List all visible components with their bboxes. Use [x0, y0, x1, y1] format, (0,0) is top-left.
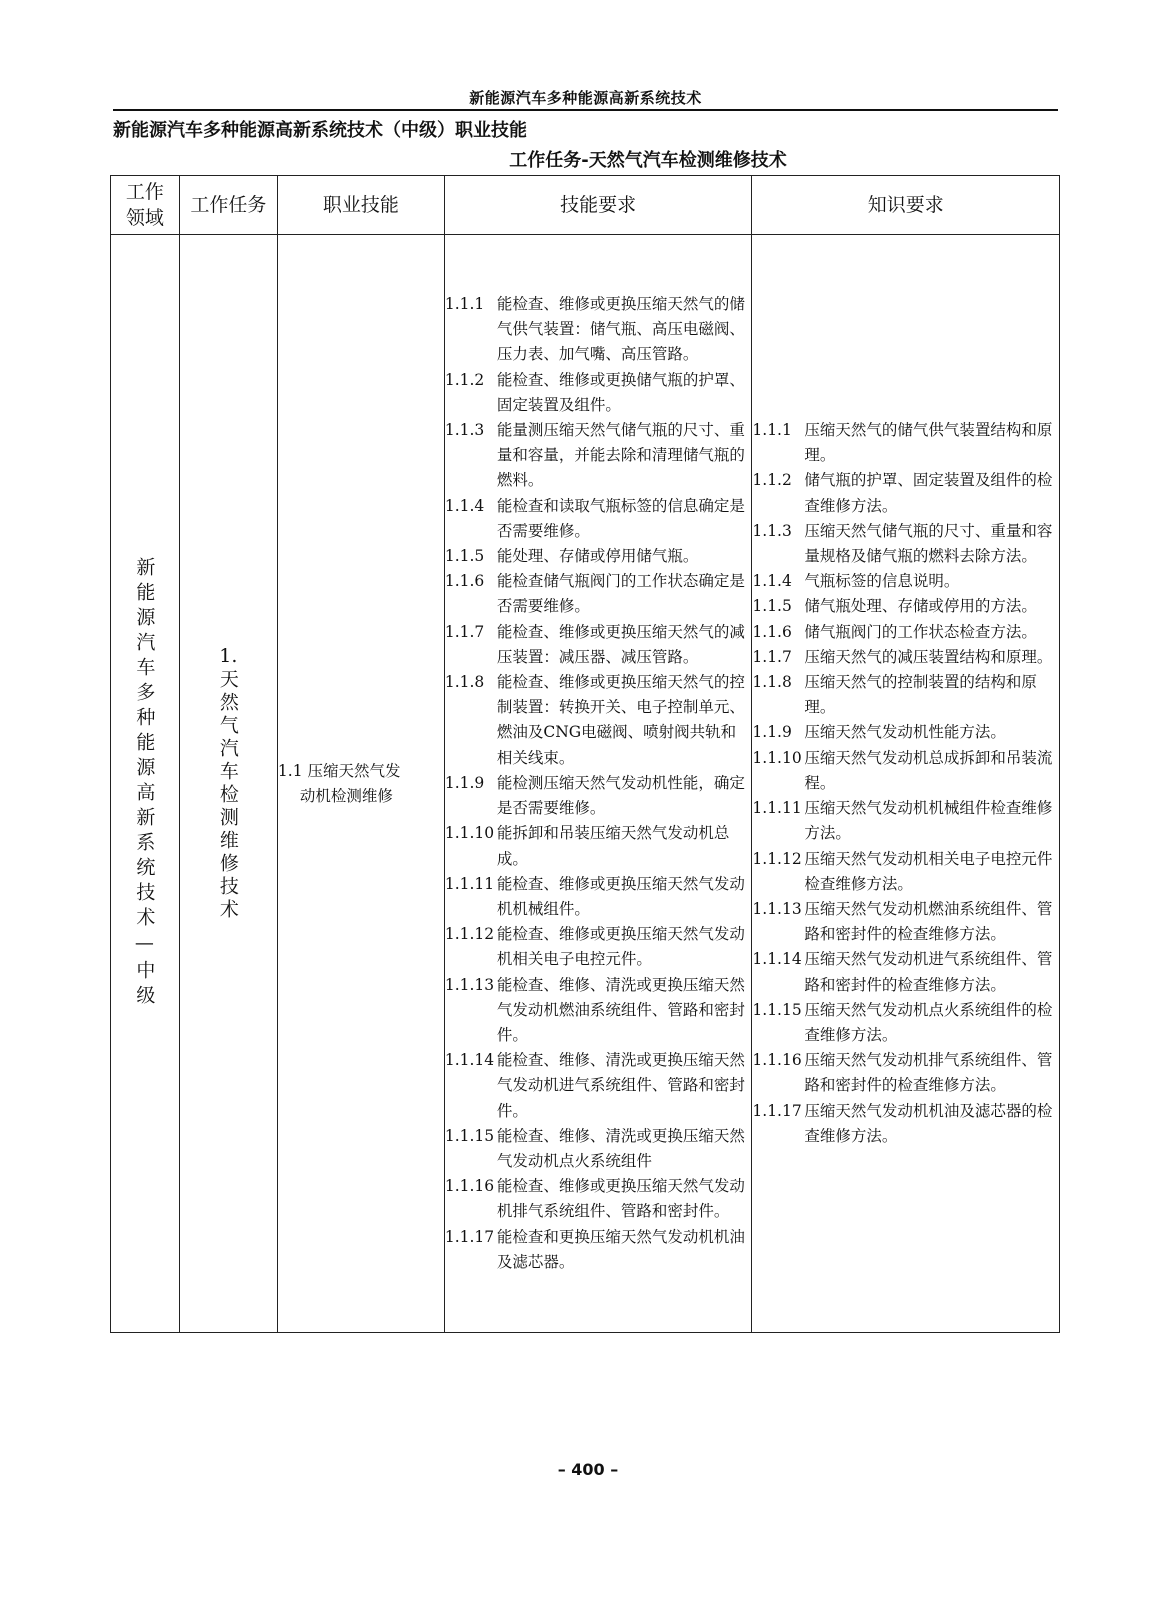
skill-text-line1: 压缩天然气发: [307, 761, 401, 780]
skill-requirement-item: [445, 1124, 752, 1174]
skill-requirement-item-number: 1.1.13: [444, 975, 495, 994]
knowledge-requirement-item-text: 储气瓶处理、存储或停用的方法。: [804, 597, 1037, 616]
skill-requirement-item-text: 能检查、维修、清洗或更换压缩天然气发动机燃油系统组件、管路和密封件。: [496, 975, 745, 1044]
skill-requirement-item-number: 1.1.16: [444, 1177, 495, 1196]
skill-requirement-item-number: 1.1.11: [444, 874, 495, 893]
running-header: 新能源汽车多种能源高新系统技术: [469, 89, 702, 107]
knowledge-requirement-item-text: 压缩天然气发动机燃油系统组件、管路和密封件的检查维修方法。: [804, 899, 1053, 944]
knowledge-requirement-item: [752, 720, 1059, 745]
knowledge-requirement-item-text: 压缩天然气的储气供气装置结构和原理。: [804, 421, 1053, 465]
knowledge-requirements-list: [752, 418, 1059, 1149]
document-title: 新能源汽车多种能源高新系统技术（中级）职业技能: [113, 120, 527, 141]
knowledge-requirement-item-number: 1.1.10: [752, 748, 802, 767]
task-number: 1.: [219, 645, 238, 667]
skill-requirement-item: [445, 1225, 752, 1275]
table-header-row: [111, 176, 1060, 235]
knowledge-requirement-item-number: 1.1.3: [752, 521, 792, 540]
knowledge-requirement-item-number: 1.1.15: [752, 1000, 802, 1019]
knowledge-requirement-item: [752, 519, 1059, 569]
knowledge-requirement-item: [752, 847, 1059, 897]
skill-requirement-item-number: 1.1.8: [444, 673, 485, 692]
header-knowledge-requirements: 知识要求: [752, 176, 1060, 235]
knowledge-requirement-item-number: 1.1.9: [752, 723, 792, 742]
knowledge-requirement-item-text: 储气瓶阀门的工作状态检查方法。: [804, 622, 1037, 641]
knowledge-requirement-item-number: 1.1.6: [752, 622, 792, 641]
knowledge-requirement-item-text: 压缩天然气的减压装置结构和原理。: [804, 647, 1053, 666]
task-text: 天然气汽车检测维修技术: [216, 669, 239, 922]
skill-requirement-item: [445, 670, 752, 771]
knowledge-requirement-item-text: 储气瓶的护罩、固定装置及组件的检查维修方法。: [804, 471, 1053, 515]
skill-requirement-item-text: 能量测压缩天然气储气瓶的尺寸、重量和容量，并能去除和清理储气瓶的燃料。: [496, 421, 745, 490]
knowledge-requirement-item: [752, 645, 1059, 670]
knowledge-requirement-item-text: 压缩天然气发动机总成拆卸和吊装流程。: [804, 748, 1053, 792]
knowledge-requirement-item: [752, 620, 1059, 645]
skill-requirement-item: [445, 620, 752, 670]
skill-requirement-item: [445, 544, 752, 569]
skill-requirement-item-text: 能检查、维修或更换压缩天然气的减压装置：减压器、减压管路。: [496, 622, 745, 666]
knowledge-requirement-item-text: 压缩天然气发动机排气系统组件、管路和密封件的检查维修方法。: [804, 1051, 1053, 1095]
domain-cell: [111, 235, 180, 1333]
knowledge-requirement-item-number: 1.1.12: [752, 849, 802, 868]
skill-requirement-item-number: 1.1.3: [444, 421, 485, 440]
skill-requirement-item-text: 能检查、维修或更换压缩天然气发动机排气系统组件、管路和密封件。: [496, 1177, 745, 1221]
knowledge-requirement-item: [752, 947, 1059, 997]
table-row: [111, 235, 1060, 1333]
skill-requirement-item-number: 1.1.10: [444, 824, 495, 843]
task-title: 工作任务-天然气汽车检测维修技术: [509, 150, 787, 171]
knowledge-requirement-item: [752, 998, 1059, 1048]
skill-requirement-item: [445, 418, 752, 494]
knowledge-requirement-item-number: 1.1.5: [752, 597, 792, 616]
skill-text-line2: 动机检测维修: [299, 786, 393, 805]
domain-text: 新能源汽车多种能源高新系统技术—中级: [133, 557, 156, 1010]
skill-requirement-item: [445, 569, 752, 619]
skill-requirement-item-number: 1.1.4: [444, 496, 485, 515]
skill-requirements-list: [445, 292, 752, 1275]
knowledge-requirement-item-text: 压缩天然气发动机性能方法。: [804, 723, 1006, 742]
skill-requirement-item-number: 1.1.14: [444, 1051, 495, 1070]
skill-requirement-item-number: 1.1.2: [444, 370, 485, 389]
knowledge-requirement-item-text: 压缩天然气储气瓶的尺寸、重量和容量规格及储气瓶的燃料去除方法。: [804, 521, 1053, 566]
skill-requirement-item-number: 1.1.9: [444, 773, 485, 792]
knowledge-requirement-item-text: 压缩天然气发动机机械组件检查维修方法。: [804, 799, 1053, 843]
skill-requirement-item-text: 能检查、维修或更换压缩天然气发动机机械组件。: [496, 874, 745, 918]
knowledge-requirement-item: [752, 1048, 1059, 1098]
skill-requirement-item-number: 1.1.7: [444, 622, 485, 641]
skill-requirement-item-text: 能检查、维修、清洗或更换压缩天然气发动机进气系统组件、管路和密封件。: [496, 1051, 745, 1120]
knowledge-requirement-item-text: 压缩天然气发动机机油及滤芯器的检查维修方法。: [804, 1101, 1053, 1145]
knowledge-requirement-item: [752, 670, 1059, 720]
page-number: – 400 –: [557, 1460, 619, 1479]
knowledge-requirement-item-number: 1.1.8: [752, 673, 792, 692]
skill-requirement-item: [445, 1174, 752, 1224]
skill-requirement-item: [445, 922, 752, 972]
knowledge-requirement-item-number: 1.1.13: [752, 899, 802, 918]
skills-table: [110, 175, 1060, 1333]
knowledge-requirement-item-text: 压缩天然气发动机相关电子电控元件检查维修方法。: [804, 849, 1053, 893]
skill-cell: [277, 235, 444, 1333]
knowledge-requirement-item-number: 1.1.1: [752, 421, 792, 440]
knowledge-requirement-item: [752, 569, 1059, 594]
skill-requirement-item-text: 能检查和更换压缩天然气发动机机油及滤芯器。: [496, 1227, 745, 1271]
skill-requirement-item: [445, 872, 752, 922]
knowledge-requirement-item: [752, 468, 1059, 518]
knowledge-requirement-item-number: 1.1.7: [752, 647, 792, 666]
skill-requirement-item-number: 1.1.6: [444, 572, 485, 591]
skill-requirement-item-text: 能检查和读取气瓶标签的信息确定是否需要维修。: [496, 496, 745, 540]
knowledge-requirements-cell: [752, 235, 1060, 1333]
skill-requirement-item: [445, 1048, 752, 1124]
header-skill-requirements: 技能要求: [444, 176, 752, 235]
skill-requirement-item-text: 能检查、维修或更换压缩天然气的控制装置：转换开关、电子控制单元、燃油及CNG电磁阀、喷射阀共轨和相关线束。: [496, 673, 745, 767]
skill-requirement-item-text: 能检查储气瓶阀门的工作状态确定是否需要维修。: [496, 572, 745, 616]
knowledge-requirement-item: [752, 796, 1059, 846]
header-rule: [113, 109, 1058, 111]
skill-requirement-item-text: 能检查、维修或更换压缩天然气的储气供气装置：储气瓶、高压电磁阀、压力表、加气嘴、高压管路。: [496, 295, 745, 364]
knowledge-requirement-item-text: 气瓶标签的信息说明。: [804, 572, 960, 591]
skill-requirement-item-text: 能检测压缩天然气发动机性能，确定是否需要维修。: [496, 773, 745, 818]
skill-number: 1.1: [277, 761, 303, 780]
header-skill: 职业技能: [277, 176, 444, 235]
skill-requirement-item: [445, 292, 752, 368]
skill-requirement-item-number: 1.1.1: [444, 295, 485, 314]
knowledge-requirement-item: [752, 746, 1059, 796]
skill-requirement-item: [445, 368, 752, 418]
skill-requirement-item: [445, 494, 752, 544]
knowledge-requirement-item-text: 压缩天然气的控制装置的结构和原理。: [804, 673, 1037, 717]
skill-requirement-item-text: 能检查、维修或更换压缩天然气发动机相关电子电控元件。: [496, 925, 745, 969]
skill-requirement-item-number: 1.1.15: [444, 1126, 495, 1145]
skill-requirement-item: [445, 973, 752, 1049]
skill-requirement-item-number: 1.1.12: [444, 925, 495, 944]
skill-requirement-item: [445, 771, 752, 821]
knowledge-requirement-item-number: 1.1.11: [752, 799, 802, 818]
skill-requirement-item-text: 能检查、维修或更换储气瓶的护罩、固定装置及组件。: [496, 370, 745, 414]
knowledge-requirement-item-number: 1.1.14: [752, 950, 802, 969]
skill-requirement-item-text: 能检查、维修、清洗或更换压缩天然气发动机点火系统组件: [496, 1126, 745, 1170]
skill-requirement-item: [445, 821, 752, 871]
skill-requirement-item-text: 能拆卸和吊装压缩天然气发动机总成。: [496, 824, 730, 868]
knowledge-requirement-item: [752, 1099, 1059, 1149]
knowledge-requirement-item: [752, 897, 1059, 947]
header-task: 工作任务: [179, 176, 277, 235]
knowledge-requirement-item-number: 1.1.2: [752, 471, 792, 490]
knowledge-requirement-item: [752, 594, 1059, 619]
knowledge-requirement-item-number: 1.1.16: [752, 1051, 802, 1070]
skill-requirements-cell: [444, 235, 752, 1333]
task-cell: [179, 235, 277, 1333]
knowledge-requirement-item: [752, 418, 1059, 468]
skill-requirement-item-text: 能处理、存储或停用储气瓶。: [496, 547, 699, 566]
skill-requirement-item-number: 1.1.17: [444, 1227, 495, 1246]
knowledge-requirement-item-number: 1.1.17: [752, 1101, 802, 1120]
skill-requirement-item-number: 1.1.5: [444, 547, 485, 566]
knowledge-requirement-item-number: 1.1.4: [752, 572, 792, 591]
knowledge-requirement-item-text: 压缩天然气发动机点火系统组件的检查维修方法。: [804, 1000, 1053, 1044]
header-domain: 工作领域: [111, 176, 180, 235]
knowledge-requirement-item-text: 压缩天然气发动机进气系统组件、管路和密封件的检查维修方法。: [804, 950, 1053, 994]
